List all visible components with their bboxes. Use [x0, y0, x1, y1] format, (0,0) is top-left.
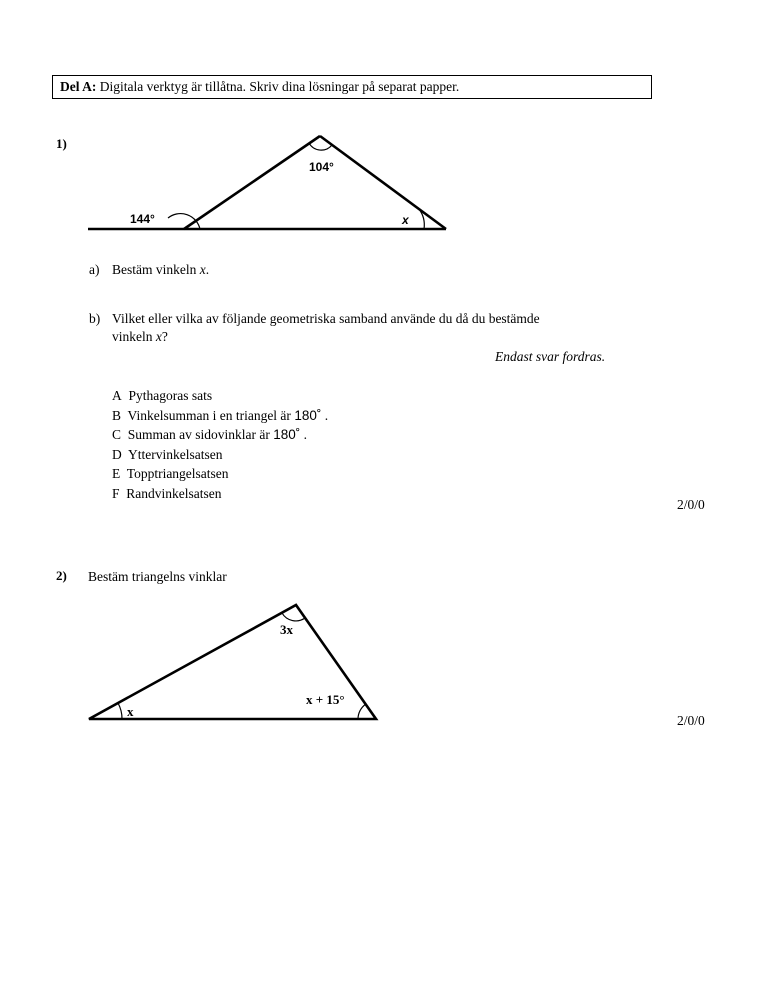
question-2-figure: [80, 598, 390, 728]
top-angle-label: 3x: [280, 622, 293, 637]
question-1-number: 1): [56, 136, 67, 151]
q2-points: 2/0/0: [677, 713, 705, 728]
q1-options-list: [112, 386, 328, 503]
top-angle-label: 104°: [309, 160, 334, 174]
q1-points: 2/0/0: [677, 497, 705, 512]
q1a-text: Bestäm vinkeln x.: [112, 262, 210, 277]
left-angle-label: x: [127, 704, 134, 719]
x-angle-label: x: [402, 213, 409, 227]
question-2-number: 2): [56, 568, 67, 583]
left-angle-arc: [118, 703, 122, 719]
q1b-text: Vilket eller vilka av följande geometriska samband använde du då du bestämde vinkeln x?: [112, 311, 540, 344]
answer-only-note: Endast svar fordras.: [495, 349, 606, 364]
option-e: E Topptriangelsatsen: [112, 466, 229, 481]
option-d: D Yttervinkelsatsen: [112, 446, 223, 462]
q2-text: Bestäm triangelns vinklar: [88, 569, 227, 584]
triangle-right-side: [320, 136, 446, 229]
right-angle-arc: [358, 704, 366, 719]
option-a: A Pythagoras sats: [112, 388, 213, 403]
q1a-label: a): [89, 262, 100, 277]
right-angle-label: x + 15°: [306, 692, 345, 707]
instructions-box: [52, 75, 652, 99]
option-c: C Summan av sidovinklar är 180˚ .: [112, 427, 308, 442]
option-b: B Vinkelsumman i en triangel är 180˚ .: [112, 407, 329, 423]
option-f: F Randvinkelsatsen: [112, 485, 222, 501]
part-label: Del A:: [60, 79, 97, 94]
exterior-angle-label: 144°: [130, 212, 155, 226]
triangle-left-side: [184, 136, 320, 229]
q1b-label: b): [89, 311, 101, 326]
question-1-figure: [80, 125, 460, 240]
instructions-text: Digitala verktyg är tillåtna. Skriv dina lösningar på separat papper.: [96, 79, 460, 94]
top-angle-arc: [309, 143, 332, 150]
